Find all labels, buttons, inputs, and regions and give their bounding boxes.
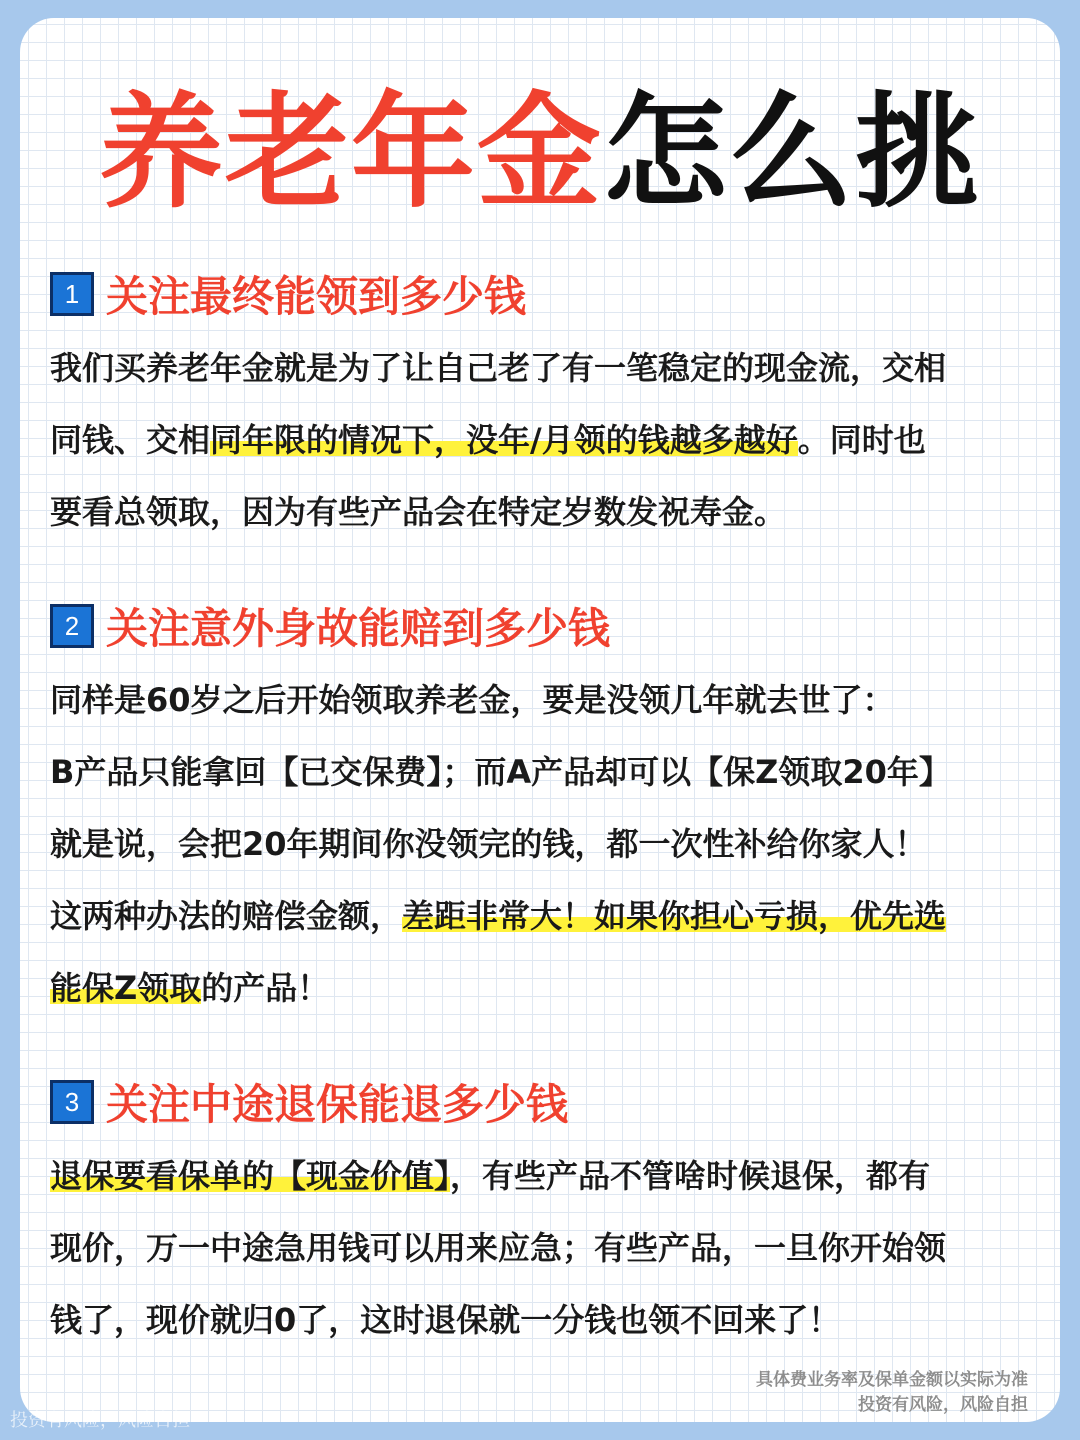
highlighted-text: 同年限的情况下，没年/月领的钱越多越好: [210, 421, 798, 459]
body-text-segment: 的产品！: [201, 969, 330, 1007]
highlighted-text: 能保Z领取: [50, 969, 202, 1007]
body-text-segment: 就是说，会把20年期间你没领完的钱，都一次性补给你家人！: [50, 825, 927, 863]
body-line: [50, 952, 1040, 1024]
section-3: [50, 1074, 1040, 1356]
body-line: [50, 880, 1040, 952]
body-text-segment: B产品只能拿回【已交保费】；而A产品却可以【保Z领取20年】: [50, 753, 951, 791]
highlighted-text: 差距非常大！如果你担心亏损，优先选: [402, 897, 947, 935]
body-line: [50, 476, 1040, 548]
section-body: [50, 1140, 1040, 1356]
disclaimer-line: 具体费业务率及保单金额以实际为准: [756, 1370, 1028, 1390]
highlighted-text: 退保要看保单的【现金价值】: [50, 1157, 451, 1195]
section-heading: 关注最终能领到多少钱: [106, 272, 527, 321]
body-line: [50, 1212, 1040, 1284]
disclaimer: [756, 1368, 1028, 1418]
body-line: [50, 1140, 1040, 1212]
disclaimer-line: 投资有风险，风险自担: [858, 1395, 1028, 1415]
section-1: [50, 266, 1040, 548]
section-heading: 关注中途退保能退多少钱: [106, 1080, 569, 1129]
body-line: [50, 808, 1040, 880]
body-text-segment: 要看总领取，因为有些产品会在特定岁数发祝寿金。: [50, 493, 787, 531]
body-text-segment: 现价，万一中途急用钱可以用来应急；有些产品，一旦你开始领: [50, 1229, 947, 1267]
section-2: [50, 598, 1040, 1024]
keycap-number-icon: 1: [50, 272, 94, 316]
section-heading: 关注意外身故能赔到多少钱: [106, 604, 611, 653]
section-body: [50, 332, 1040, 548]
body-text-segment: 钱了，现价就归0了，这时退保就一分钱也领不回来了！: [50, 1301, 841, 1339]
body-line: [50, 404, 1040, 476]
body-text-segment: 。同时也: [797, 421, 926, 459]
section-header: [50, 598, 1040, 654]
body-line: [50, 1284, 1040, 1356]
keycap-number-icon: 3: [50, 1080, 94, 1124]
title-red-part: 养老年金: [98, 81, 603, 225]
page-title: [20, 78, 1060, 228]
watermark: 投资有风险，风险自担: [10, 1410, 190, 1431]
section-body: [50, 664, 1040, 1024]
body-line: [50, 664, 1040, 736]
content-card: [20, 18, 1060, 1422]
body-text-segment: 同钱、交相: [50, 421, 211, 459]
section-header: [50, 266, 1040, 322]
title-black-part: 怎么挑: [603, 81, 982, 225]
keycap-number-icon: 2: [50, 604, 94, 648]
body-text-segment: 同样是60岁之后开始领取养老金，要是没领几年就去世了：: [50, 681, 895, 719]
section-header: [50, 1074, 1040, 1130]
body-line: [50, 736, 1040, 808]
body-text-segment: 我们买养老年金就是为了让自己老了有一笔稳定的现金流，交相: [50, 349, 947, 387]
body-line: [50, 332, 1040, 404]
body-text-segment: 这两种办法的赔偿金额，: [50, 897, 403, 935]
body-text-segment: ，有些产品不管啥时候退保，都有: [450, 1157, 931, 1195]
